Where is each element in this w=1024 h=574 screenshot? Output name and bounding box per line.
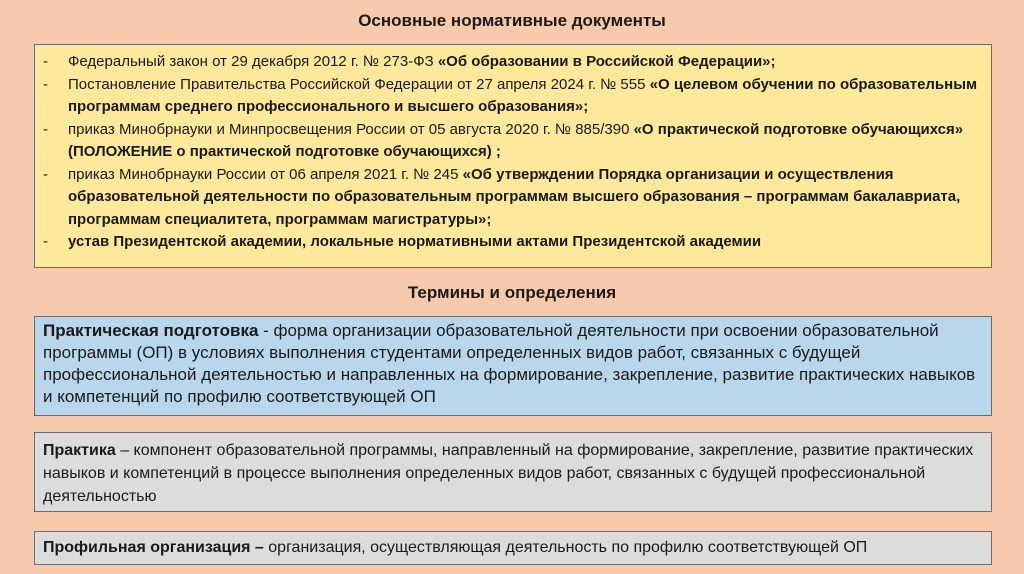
terms-heading: Термины и определения bbox=[407, 283, 617, 302]
definition-text: – компонент образовательной программы, направленный на формирование, закрепление, развитие практических навыков и компетенций в процессе выполнения определенных видов работ, связанных с будущей профессиональной деятельностью bbox=[43, 442, 974, 505]
item-text: приказ Минобрнауки России от 06 апреля 2021 г. № 245 bbox=[68, 165, 463, 183]
definition-term: Профильная организация – bbox=[43, 539, 264, 556]
item-bold-text: устав Президентской академии, локальные нормативными актами Президентской академии bbox=[68, 233, 762, 250]
definition-term: Практическая подготовка bbox=[43, 321, 259, 340]
list-dash: - bbox=[43, 165, 48, 183]
list-dash: - bbox=[43, 53, 48, 70]
definition-practical-training bbox=[34, 316, 992, 416]
list-dash: - bbox=[43, 75, 48, 93]
list-item bbox=[43, 231, 981, 254]
documents-heading: Основные нормативные документы bbox=[358, 11, 666, 30]
list-item bbox=[43, 51, 981, 74]
list-item bbox=[43, 74, 981, 119]
list-dash: - bbox=[43, 233, 48, 250]
item-text: приказ Минобрнауки и Минпросвещения России от 05 августа 2020 г. № 885/390 bbox=[68, 120, 634, 138]
list-item bbox=[43, 119, 981, 164]
item-bold-text: «О практической подготовке обучающихся» (ПОЛОЖЕНИЕ о практической подготовке обучающихся) ; bbox=[68, 120, 964, 160]
definition-text: организация, осуществляющая деятельность по профилю соответствующей ОП bbox=[263, 539, 868, 556]
list-item bbox=[43, 164, 981, 232]
definition-practice bbox=[34, 432, 992, 512]
item-text: Постановление Правительства Российской Федерации от 27 апреля 2024 г. № 555 bbox=[68, 75, 650, 93]
documents-list-box bbox=[34, 44, 992, 268]
item-bold-text: «Об утверждении Порядка организации и осуществления образовательной деятельности по образовательным программам высшего образования – программам бакалавриата, программам специалитета, программам магистратуры»; bbox=[68, 165, 961, 228]
item-text: Федеральный закон от 29 декабря 2012 г. № 273-ФЗ bbox=[68, 53, 438, 70]
definition-text: - форма организации образовательной деятельности при освоении образовательной программы (ОП) в условиях выполнения студентами определенных видов работ, связанных с будущей профессиональной деятельностью и направленных на формирование, закрепление, развитие практических навыков и компетенций по профилю соответствующей ОП bbox=[43, 321, 976, 406]
item-bold-text: «О целевом обучении по образовательным программам среднего профессионального и высшего образования»; bbox=[68, 75, 978, 115]
definition-profile-organization bbox=[34, 531, 992, 565]
definition-term: Практика bbox=[43, 442, 116, 459]
item-bold-text: «Об образовании в Российской Федерации»; bbox=[437, 53, 776, 70]
list-dash: - bbox=[43, 120, 48, 138]
